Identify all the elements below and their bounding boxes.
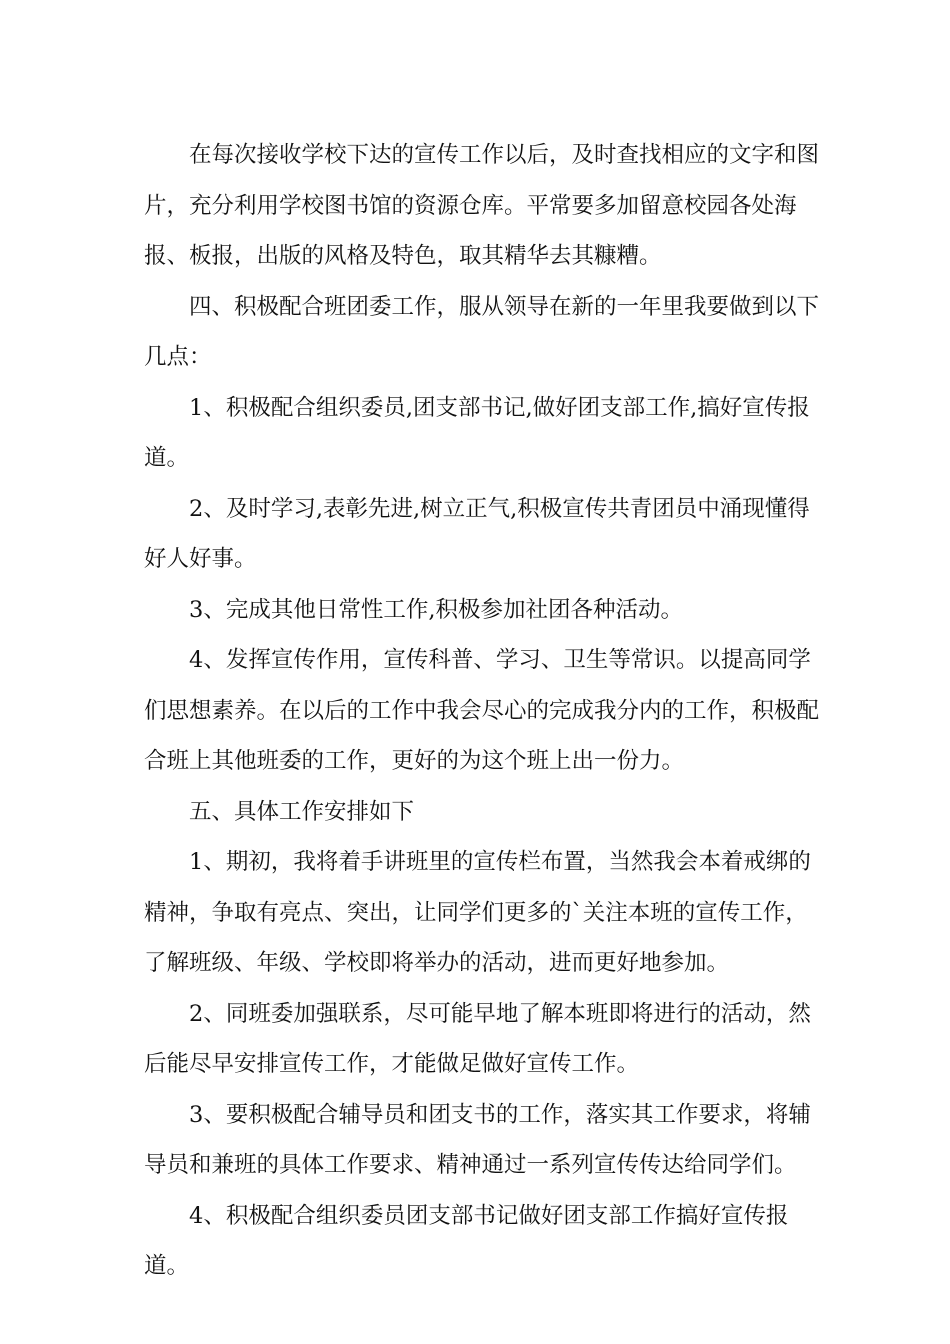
list-item-1: 1、积极配合组织委员,团支部书记,做好团支部工作,搞好宣传报道。 [144,394,810,471]
list-item-2: 2、及时学习,表彰先进,树立正气,积极宣传共青团员中涌现懂得好人好事。 [144,495,810,572]
plan-item-1: 1、期初，我将着手讲班里的宣传栏布置，当然我会本着戒绑的精神，争取有亮点、突出，让同学们更多的`关注本班的宣传工作，了解班级、年级、学校即将举办的活动，进而更好地参加。 [144,849,811,976]
document-body [144,130,820,1292]
heading-section-four: 四、积极配合班团委工作，服从领导在新的一年里我要做到以下几点： [144,293,820,370]
plan-item-3: 3、要积极配合辅导员和团支书的工作，落实其工作要求，将辅导员和兼班的具体工作要求、精神通过一系列宣传传达给同学们。 [144,1101,811,1178]
list-item-3: 3、完成其他日常性工作,积极参加社团各种活动。 [189,596,683,623]
heading-section-five: 五、具体工作安排如下 [189,798,415,825]
plan-item-4: 4、积极配合组织委员团支部书记做好团支部工作搞好宣传报道。 [144,1202,789,1279]
paragraph-publicity-method: 在每次接收学校下达的宣传工作以后，及时查找相应的文字和图片，充分利用学校图书馆的资源仓库。平常要多加留意校园各处海报、板报，出版的风格及特色，取其精华去其糠糟。 [144,142,820,269]
list-item-4: 4、发挥宣传作用，宣传科普、学习、卫生等常识。以提高同学们思想素养。在以后的工作中我会尽心的完成我分内的工作，积极配合班上其他班委的工作，更好的为这个班上出一份力。 [144,647,820,774]
plan-item-2: 2、同班委加强联系，尽可能早地了解本班即将进行的活动，然后能尽早安排宣传工作，才能做足做好宣传工作。 [144,1000,811,1077]
